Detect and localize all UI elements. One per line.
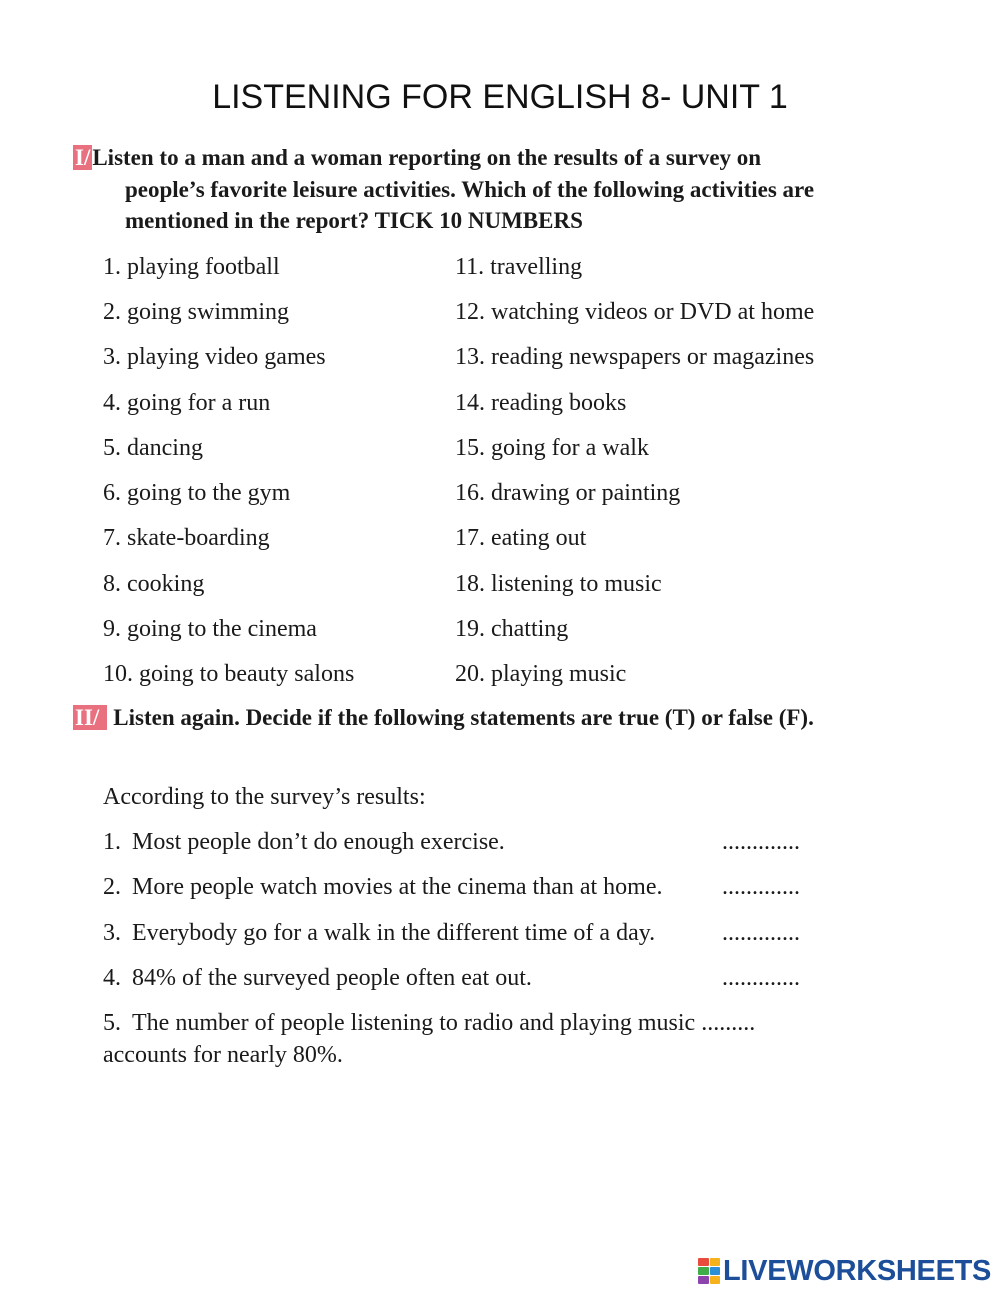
answer-blank-3[interactable]: ............. — [722, 920, 800, 946]
activity-item: 11. travelling — [455, 254, 583, 280]
activity-item: 15. going for a walk — [455, 435, 649, 461]
statement-text: More people watch movies at the cinema than at home. — [132, 874, 663, 900]
section-2-tag: II/ — [73, 705, 107, 730]
statement-5 — [103, 1010, 755, 1037]
activity-item: 1. playing football — [103, 254, 280, 280]
activity-item: 14. reading books — [455, 390, 627, 416]
statement-number: 3. — [103, 920, 121, 946]
answer-blank-1[interactable]: ............. — [722, 829, 800, 855]
statement-3 — [103, 920, 655, 947]
activity-item: 7. skate-boarding — [103, 525, 270, 551]
activity-item: 8. cooking — [103, 571, 205, 597]
activity-item: 5. dancing — [103, 435, 203, 461]
statement-2 — [103, 874, 662, 901]
liveworksheets-logo — [698, 1254, 991, 1288]
activity-item: 2. going swimming — [103, 299, 290, 325]
activity-item: 13. reading newspapers or magazines — [455, 344, 815, 370]
activity-item: 17. eating out — [455, 525, 587, 551]
activity-item: 10. going to beauty salons — [103, 661, 355, 687]
liveworksheets-logo-icon — [698, 1258, 720, 1284]
answer-blank-4[interactable]: ............. — [722, 965, 800, 991]
statement-number: 2. — [103, 874, 121, 900]
answer-blank-2[interactable]: ............. — [722, 874, 800, 900]
statement-number: 1. — [103, 829, 121, 855]
section-1-line-3: mentioned in the report? TICK 10 NUMBERS — [125, 208, 583, 233]
survey-intro: According to the survey’s results: — [103, 784, 426, 810]
activity-item: 16. drawing or painting — [455, 480, 681, 506]
activity-item: 19. chatting — [455, 616, 569, 642]
section-1-instruction — [73, 142, 933, 237]
section-1-tag: I/ — [75, 145, 91, 170]
activity-item: 4. going for a run — [103, 390, 271, 416]
section-2-instruction — [73, 705, 814, 731]
statement-text: The number of people listening to radio and playing music — [132, 1010, 696, 1036]
statement-text: Everybody go for a walk in the different time of a day. — [132, 920, 656, 946]
activity-item: 3. playing video games — [103, 344, 326, 370]
activity-item: 20. playing music — [455, 661, 627, 687]
section-2-text: Listen again. Decide if the following statements are true (T) or false (F). — [113, 705, 814, 730]
statement-text: 84% of the surveyed people often eat out. — [132, 965, 532, 991]
activity-item: 18. listening to music — [455, 571, 662, 597]
statement-text: Most people don’t do enough exercise. — [132, 829, 505, 855]
statement-number: 5. — [103, 1010, 121, 1036]
activity-item: 6. going to the gym — [103, 480, 291, 506]
answer-blank-5[interactable]: ......... — [701, 1010, 756, 1036]
section-1-line-2: people’s favorite leisure activities. Which of the following activities are — [125, 176, 815, 202]
statement-1 — [103, 829, 505, 856]
activity-item: 12. watching videos or DVD at home — [455, 299, 815, 325]
liveworksheets-logo-text: LIVEWORKSHEETS — [723, 1254, 992, 1287]
section-1-line-1: Listen to a man and a woman reporting on the results of a survey on — [92, 145, 762, 170]
page-title: LISTENING FOR ENGLISH 8- UNIT 1 — [212, 78, 788, 116]
statement-number: 4. — [103, 965, 121, 991]
statement-5-continuation: accounts for nearly 80%. — [103, 1042, 343, 1068]
statement-4 — [103, 965, 532, 992]
activity-item: 9. going to the cinema — [103, 616, 317, 642]
